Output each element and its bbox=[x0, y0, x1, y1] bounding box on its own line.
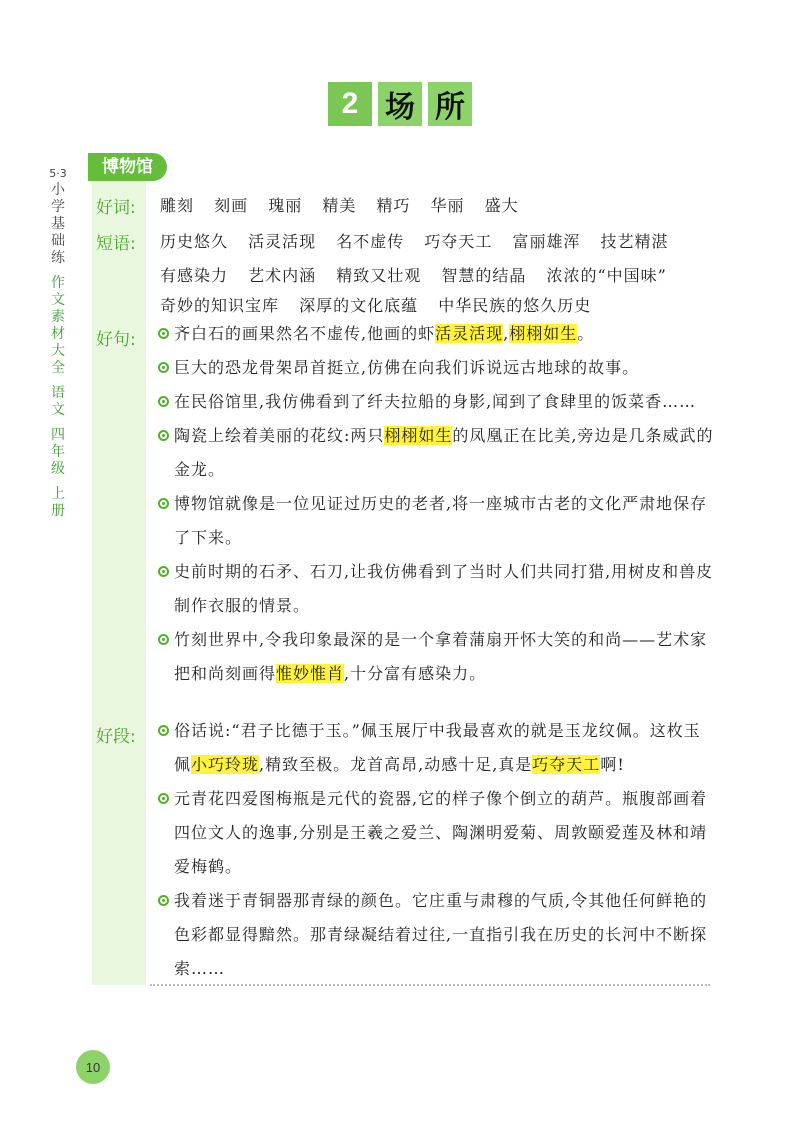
paragraph-item: 元青花四爱图梅瓶是元代的瓷器,它的样子像个倒立的葫芦。瓶腹部画着四位文人的逸事,分别是王羲之爱兰、陶渊明爱菊、周敦颐爱莲及林和靖爱梅鹤。 bbox=[148, 782, 716, 884]
word: 精美 bbox=[322, 196, 357, 215]
category-paragraphs-label: 好段: bbox=[96, 727, 136, 747]
side-book-label: 5·3 小 学 基 础 练 作 文 素 材 大 全 语 文 四 年 级 上 册 bbox=[49, 167, 67, 519]
phrase: 浓浓的“中国味” bbox=[546, 266, 667, 285]
chapter-title bbox=[0, 82, 800, 126]
chapter-number: 2 bbox=[328, 82, 372, 126]
phrases-row-1 bbox=[160, 229, 683, 252]
word: 华丽 bbox=[430, 196, 465, 215]
chapter-title-char-2: 所 bbox=[428, 82, 472, 126]
bullet-icon bbox=[158, 634, 169, 645]
sentence-item: 巨大的恐龙骨架昂首挺立,仿佛在向我们诉说远古地球的故事。 bbox=[148, 351, 716, 385]
paragraph-item: 我着迷于青铜器那青绿的颜色。它庄重与肃穆的气质,令其他任何鲜艳的色彩都显得黯然。那青绿凝结着过往,一直指引我在历史的长河中不断探索…… bbox=[148, 884, 716, 986]
phrase: 奇妙的知识宝库 bbox=[160, 296, 280, 315]
category-sentences-label: 好句: bbox=[96, 330, 136, 350]
bullet-icon bbox=[158, 566, 169, 577]
phrase: 智慧的结晶 bbox=[441, 266, 527, 285]
words-row bbox=[160, 193, 533, 216]
phrase: 富丽雄浑 bbox=[512, 232, 581, 251]
page-number: 10 bbox=[76, 1050, 110, 1084]
word: 盛大 bbox=[484, 196, 519, 215]
sentence-item: 史前时期的石矛、石刀,让我仿佛看到了当时人们共同打猎,用树皮和兽皮制作衣服的情景。 bbox=[148, 555, 716, 623]
phrase: 技艺精湛 bbox=[600, 232, 669, 251]
highlight: 栩栩如生 bbox=[384, 426, 453, 445]
bullet-icon bbox=[158, 725, 169, 736]
word: 瑰丽 bbox=[268, 196, 303, 215]
paragraph-item: 俗话说:“君子比德于玉。”佩玉展厅中我最喜欢的就是玉龙纹佩。这枚玉佩小巧玲珑,精致至极。龙首高昂,动感十足,真是巧夺天工啊! bbox=[148, 714, 716, 782]
phrase: 有感染力 bbox=[160, 266, 229, 285]
bullet-icon bbox=[158, 793, 169, 804]
phrase: 活灵活现 bbox=[248, 232, 317, 251]
word: 雕刻 bbox=[160, 196, 195, 215]
highlight: 巧夺天工 bbox=[532, 755, 601, 774]
phrase: 中华民族的悠久历史 bbox=[438, 296, 592, 315]
bullet-icon bbox=[158, 895, 169, 906]
highlight: 栩栩如生 bbox=[509, 324, 578, 343]
bullet-icon bbox=[158, 328, 169, 339]
phrase: 艺术内涵 bbox=[248, 266, 317, 285]
word: 精巧 bbox=[376, 196, 411, 215]
phrase: 名不虚传 bbox=[336, 232, 405, 251]
phrases-row-3 bbox=[160, 293, 605, 316]
bullet-icon bbox=[158, 498, 169, 509]
phrase: 精致又壮观 bbox=[336, 266, 422, 285]
section-title: 博物馆 bbox=[88, 153, 167, 181]
chapter-title-char-1: 场 bbox=[378, 82, 422, 126]
sentences-list bbox=[148, 317, 716, 691]
phrases-row-2 bbox=[160, 263, 681, 286]
paragraphs-list bbox=[148, 714, 716, 986]
bullet-icon bbox=[158, 396, 169, 407]
category-words-label: 好词: bbox=[96, 198, 136, 218]
phrase: 历史悠久 bbox=[160, 232, 229, 251]
sentence-item: 齐白石的画果然名不虚传,他画的虾活灵活现,栩栩如生。 bbox=[148, 317, 716, 351]
highlight: 小巧玲珑 bbox=[191, 755, 260, 774]
bullet-icon bbox=[158, 362, 169, 373]
phrase: 深厚的文化底蕴 bbox=[299, 296, 419, 315]
highlight: 惟妙惟肖 bbox=[276, 664, 345, 683]
dotted-divider bbox=[150, 984, 710, 986]
phrase: 巧夺天工 bbox=[424, 232, 493, 251]
category-phrases-label: 短语: bbox=[96, 234, 136, 254]
highlight: 活灵活现 bbox=[435, 324, 504, 343]
brand-number: 5·3 bbox=[49, 167, 67, 180]
word: 刻画 bbox=[214, 196, 249, 215]
bullet-icon bbox=[158, 430, 169, 441]
sentence-item: 竹刻世界中,令我印象最深的是一个拿着蒲扇开怀大笑的和尚——艺术家把和尚刻画得惟妙惟肖,十分富有感染力。 bbox=[148, 623, 716, 691]
sentence-item: 在民俗馆里,我仿佛看到了纤夫拉船的身影,闻到了食肆里的饭菜香…… bbox=[148, 385, 716, 419]
sentence-item: 博物馆就像是一位见证过历史的老者,将一座城市古老的文化严肃地保存了下来。 bbox=[148, 487, 716, 555]
category-panel bbox=[92, 180, 146, 985]
sentence-item: 陶瓷上绘着美丽的花纹:两只栩栩如生的凤凰正在比美,旁边是几条威武的金龙。 bbox=[148, 419, 716, 487]
